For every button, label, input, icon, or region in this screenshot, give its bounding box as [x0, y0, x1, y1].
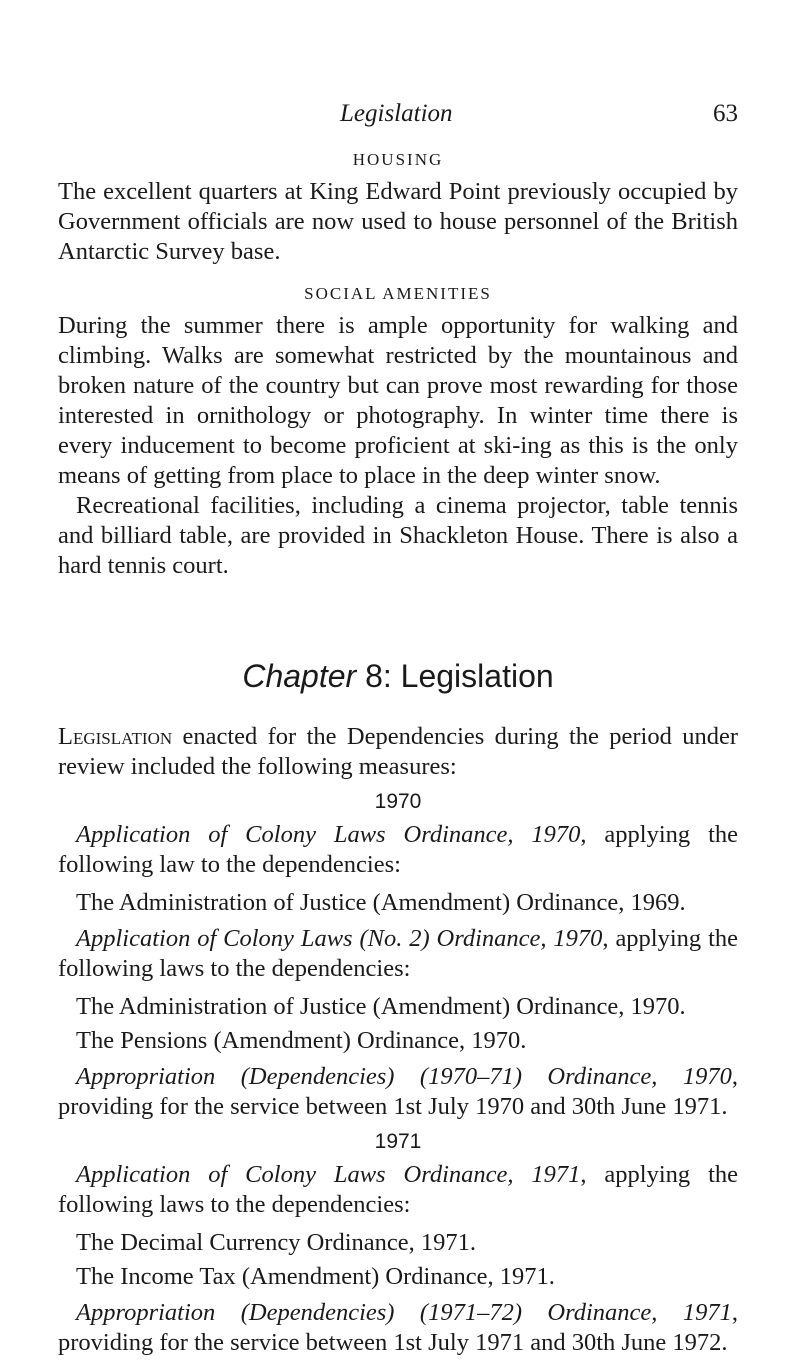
- year-1970-heading: 1970: [374, 790, 422, 813]
- measure-1971-1: [58, 1160, 738, 1220]
- measure-1971-2: [58, 1298, 738, 1358]
- housing-paragraph: The excellent quarters at King Edward Point previously occupied by Government officials are now used to house personnel of the British Antarctic Survey base.: [58, 178, 738, 265]
- intro-text: enacted for the Dependencies during the period under review included the following measures:: [58, 723, 738, 780]
- chapter-heading: [58, 658, 738, 695]
- running-head: [58, 100, 738, 134]
- social-amenities-paragraph-1: During the summer there is ample opportunity for walking and climbing. Walks are somewhat restricted by the mountainous and broken nature of the country but can prove most rewarding for those interested in ornithology or photography. In winter time there is every inducement to become proficient at ski-ing as this is the only means of getting from place to place in the deep winter snow.: [58, 312, 738, 489]
- measure-1971-1-title: Application of Colony Laws Ordinance, 1971: [76, 1161, 581, 1188]
- social-amenities-section: [58, 284, 738, 581]
- measure-1970-3-title: Appropriation (Dependencies) (1970–71) Ordinance, 1970: [76, 1063, 732, 1090]
- measure-1971-1-item-1: The Decimal Currency Ordinance, 1971.: [76, 1229, 477, 1256]
- social-amenities-heading: SOCIAL AMENITIES: [304, 284, 492, 303]
- social-amenities-paragraph-2: Recreational facilities, including a cinema projector, table tennis and billiard table, are provided in Shackleton House. There is also a hard tennis court.: [58, 492, 738, 579]
- measure-1970-1: [58, 820, 738, 880]
- intro-lead: Legislation: [58, 723, 173, 750]
- measure-1970-2: [58, 924, 738, 984]
- measure-1970-2-item-1: The Administration of Justice (Amendment) Ordinance, 1970.: [76, 993, 686, 1020]
- measure-1970-2-title: Application of Colony Laws (No. 2) Ordinance, 1970: [76, 925, 603, 952]
- legislation-body: [58, 722, 738, 1358]
- measure-1970-1-text: , applying the following law to the dependencies:: [58, 821, 738, 878]
- housing-section: [58, 150, 738, 267]
- housing-heading: HOUSING: [352, 150, 444, 169]
- document-page: [58, 0, 738, 1362]
- measure-1970-3-text: , providing for the service between 1st July 1970 and 30th June 1971.: [58, 1063, 738, 1120]
- measure-1970-3: [58, 1062, 738, 1122]
- intro-paragraph: [58, 722, 738, 782]
- measure-1971-1-item-2: The Income Tax (Amendment) Ordinance, 1971.: [76, 1263, 555, 1290]
- measure-1971-1-text: , applying the following laws to the dependencies:: [58, 1161, 738, 1218]
- measure-1970-2-text: , applying the following laws to the dependencies:: [58, 925, 738, 982]
- page-number: 63: [713, 100, 738, 127]
- year-1971-heading: 1971: [374, 1130, 422, 1153]
- running-head-title: Legislation: [340, 100, 453, 127]
- measure-1970-1-title: Application of Colony Laws Ordinance, 1970: [76, 821, 581, 848]
- chapter-title: 8: Legislation: [356, 658, 554, 694]
- chapter-word: Chapter: [242, 658, 357, 694]
- measure-1970-2-item-2: The Pensions (Amendment) Ordinance, 1970.: [76, 1027, 527, 1054]
- measure-1971-2-title: Appropriation (Dependencies) (1971–72) Ordinance, 1971: [76, 1299, 732, 1326]
- measure-1970-1-item-1: The Administration of Justice (Amendment) Ordinance, 1969.: [76, 889, 686, 916]
- measure-1971-2-text: , providing for the service between 1st July 1971 and 30th June 1972.: [58, 1299, 738, 1356]
